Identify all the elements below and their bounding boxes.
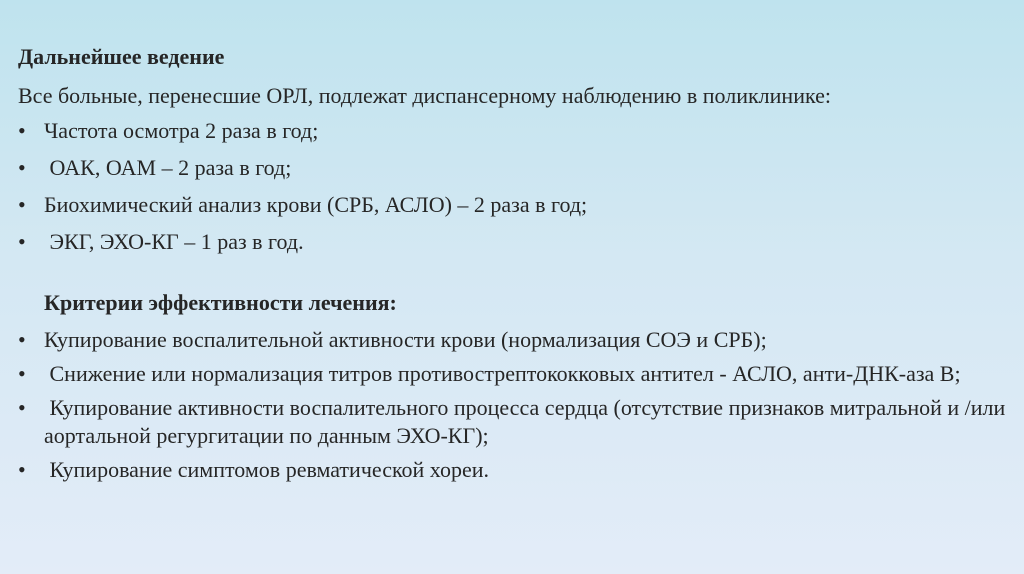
bullet: •: [18, 327, 26, 352]
list-item-text: Купирование симптомов ревматической хореи.: [44, 457, 490, 482]
criteria-list: [18, 326, 1011, 490]
list-item: [18, 360, 1008, 388]
list-item-text: Купирование активности воспалительного процесса сердца (отсутствие признаков митральной и /или аортальной регургитации по данным ЭХО-КГ);: [44, 395, 1011, 448]
bullet: •: [18, 155, 26, 180]
list-item: [18, 394, 1011, 450]
intro-text: Все больные, перенесшие ОРЛ, подлежат диспансерному наблюдению в поликлинике:: [18, 83, 831, 108]
bullet: •: [18, 395, 26, 420]
list-item: [18, 326, 1008, 354]
criteria-heading: Критерии эффективности лечения:: [44, 290, 397, 315]
list-item: [18, 456, 1008, 484]
bullet: •: [18, 457, 26, 482]
list-item: [18, 228, 1008, 256]
section-heading: Дальнейшее ведение: [18, 44, 225, 69]
followup-list: [18, 117, 1008, 265]
list-item-text: Купирование воспалительной активности крови (нормализация СОЭ и СРБ);: [44, 327, 767, 352]
list-item: [18, 117, 1008, 145]
list-item-text: ОАК, ОАМ – 2 раза в год;: [44, 155, 292, 180]
bullet: •: [18, 192, 26, 217]
list-item-text: Снижение или нормализация титров противострептококковых антител - АСЛО, анти-ДНК-аза В;: [44, 361, 961, 386]
list-item: [18, 191, 1008, 219]
bullet: •: [18, 361, 26, 386]
list-item-text: ЭКГ, ЭХО-КГ – 1 раз в год.: [44, 229, 304, 254]
bullet: •: [18, 118, 26, 143]
list-item: [18, 154, 1008, 182]
list-item-text: Частота осмотра 2 раза в год;: [44, 118, 319, 143]
list-item-text: Биохимический анализ крови (СРБ, АСЛО) – 2 раза в год;: [44, 192, 588, 217]
bullet: •: [18, 229, 26, 254]
